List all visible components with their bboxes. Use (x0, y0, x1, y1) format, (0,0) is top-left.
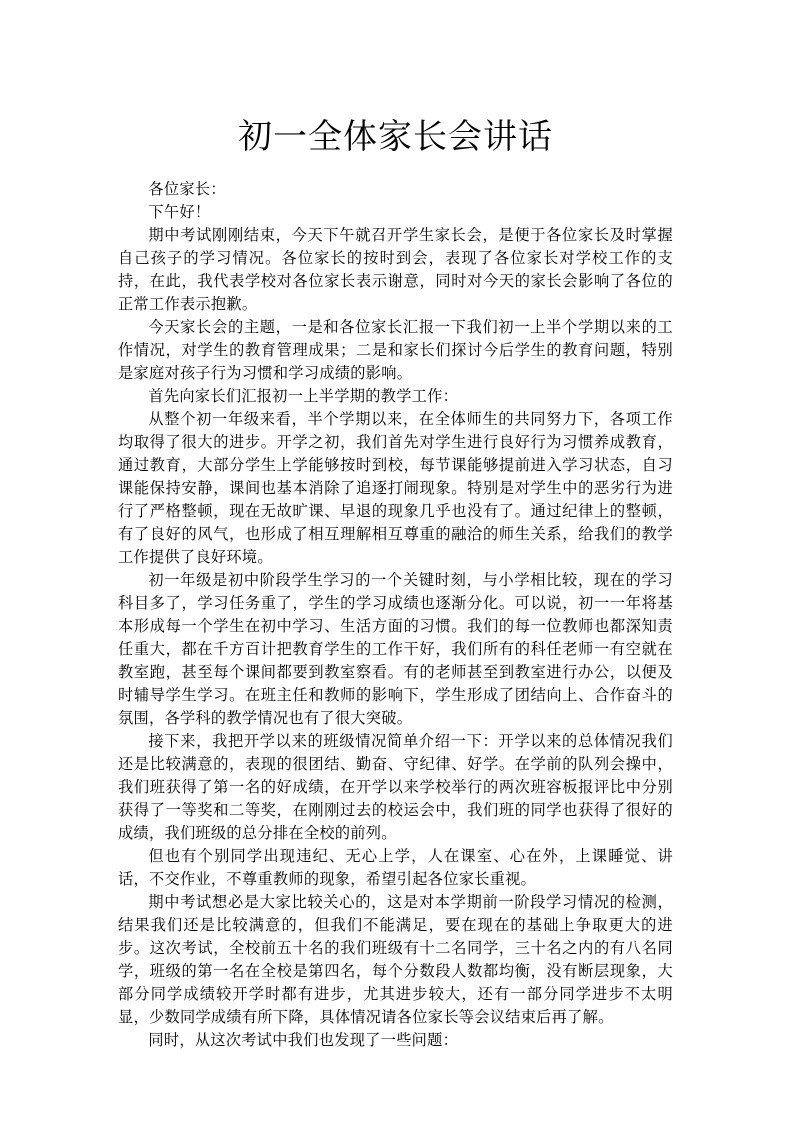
paragraph: 但也有个别同学出现违纪、无心上学，人在课室、心在外，上课睡觉、讲话，不交作业，不尊重教师的现象，希望引起各位家长重视。 (118, 847, 673, 888)
document-title: 初一全体家长会讲话 (238, 117, 553, 157)
document-body (118, 178, 673, 1052)
document-page (118, 0, 673, 1052)
paragraph: 首先向家长们汇报初一上半学期的教学工作： (148, 387, 459, 405)
greeting: 下午好！ (148, 203, 211, 221)
paragraph: 接下来，我把开学以来的班级情况简单介绍一下：开学以来的总体情况我们还是比较满意的，表现的很团结、勤奋、守纪律、好学。在学前的队列会操中，我们班获得了第一名的好成绩，在开学以来学校举行的两次班容板报评比中分别获得了一等奖和二等奖，在刚刚过去的校运会中，我们班的同学也获得了很好的成绩，我们班级的总分排在全校的前列。 (118, 732, 673, 842)
paragraph: 期中考试刚刚结束，今天下午就召开学生家长会，是便于各位家长及时掌握自己孩子的学习情况。各位家长的按时到会，表现了各位家长对学校工作的支持，在此，我代表学校对各位家长表示谢意，同时对今天的家长会影响了各位的正常工作表示抱歉。 (118, 226, 673, 313)
paragraph: 从整个初一年级来看，半个学期以来，在全体师生的共同努力下，各项工作均取得了很大的进步。开学之初，我们首先对学生进行良好行为习惯养成教育，通过教育，大部分学生上学能够按时到校，每节课能够提前进入学习状态，自习课能保持安静，课间也基本消除了追逐打闹现象。特别是对学生中的恶劣行为进行了严格整顿，现在无故旷课、早退的现象几乎也没有了。通过纪律上的整顿，有了良好的风气，也形成了相互理解相互尊重的融洽的师生关系，给我们的教学工作提供了良好环境。 (118, 410, 673, 566)
paragraph: 今天家长会的主题，一是和各位家长汇报一下我们初一上半个学期以来的工作情况，对学生的教育管理成果；二是和家长们探讨今后学生的教育问题，特别是家庭对孩子行为习惯和学习成绩的影响。 (118, 318, 673, 382)
paragraph: 期中考试想必是大家比较关心的，这是对本学期前一阶段学习情况的检测，结果我们还是比较满意的，但我们不能满足，要在现在的基础上争取更大的进步。这次考试，全校前五十名的我们班级有十二名同学，三十名之内的有八名同学，班级的第一名在全校是第四名，每个分数段人数都均衡，没有断层现象，大部分同学成绩较开学时都有进步，尤其进步较大，还有一部分同学进步不太明显，少数同学成绩有所下降，具体情况请各位家长等会议结束后再了解。 (118, 893, 673, 1026)
paragraph: 同时，从这次考试中我们也发现了一些问题： (148, 1031, 459, 1049)
salutation: 各位家长： (148, 180, 226, 198)
paragraph: 初一年级是初中阶段学生学习的一个关键时刻，与小学相比较，现在的学习科目多了，学习任务重了，学生的学习成绩也逐渐分化。可以说，初一一年将基本形成每一个学生在初中学习、生活方面的习惯。我们的每一位教师也都深知责任重大，都在千方百计把教育学生的工作干好，我们所有的科任老师一有空就在教室跑，甚至每个课间都要到教室察看。有的老师甚至到教室进行办公，以便及时辅导学生学习。在班主任和教师的影响下，学生形成了团结向上、合作奋斗的氛围，各学科的教学情况也有了很大突破。 (118, 571, 673, 727)
